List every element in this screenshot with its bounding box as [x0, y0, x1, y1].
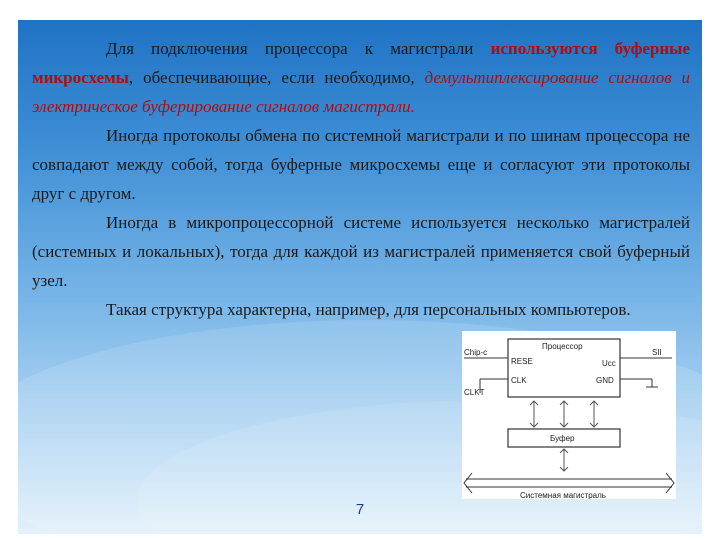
slide	[18, 20, 702, 534]
processor-label: Процессор	[542, 342, 583, 351]
buffer-label: Буфер	[550, 434, 575, 443]
paragraph-4: Такая структура характерна, например, для персональных компьютеров.	[106, 300, 631, 319]
paragraph-3: Иногда в микропроцессорной системе используется несколько магистралей (системных и локальных), тогда для каждой из магистралей применяется свой буферный узел.	[32, 213, 690, 290]
reset-label: RESE	[511, 357, 533, 366]
p1-highlight-buffer: используются буферные микросхемы	[32, 39, 690, 87]
sii-label: SII	[652, 348, 662, 357]
chip-select-label: Chip-c	[464, 348, 488, 357]
processor-bus-diagram	[462, 331, 676, 499]
bus-label: Системная магистраль	[520, 491, 606, 499]
paragraph-2: Иногда протоколы обмена по системной магистрали и по шинам процессора не совпадают между собой, тогда буферные микросхемы еще и согласуют эти протоколы друг с другом.	[32, 126, 690, 203]
paragraph-1	[32, 34, 690, 121]
p1-text-mid: , обеспечивающие, если необходимо,	[128, 68, 425, 87]
gnd-label: GND	[596, 376, 614, 385]
clkt-label: CLKT	[464, 388, 485, 397]
system-bus-arrow	[464, 473, 674, 493]
clk-label: CLK	[511, 376, 527, 385]
p1-italic-demux: демультиплексирование сигналов и электрическое буферирование сигналов магистрали.	[32, 68, 690, 116]
p1-text-start: Для подключения процессора к магистрали	[106, 39, 491, 58]
page-number: 7	[355, 501, 365, 518]
vcc-label: Ucc	[602, 359, 616, 368]
slide-body-text	[32, 34, 690, 324]
